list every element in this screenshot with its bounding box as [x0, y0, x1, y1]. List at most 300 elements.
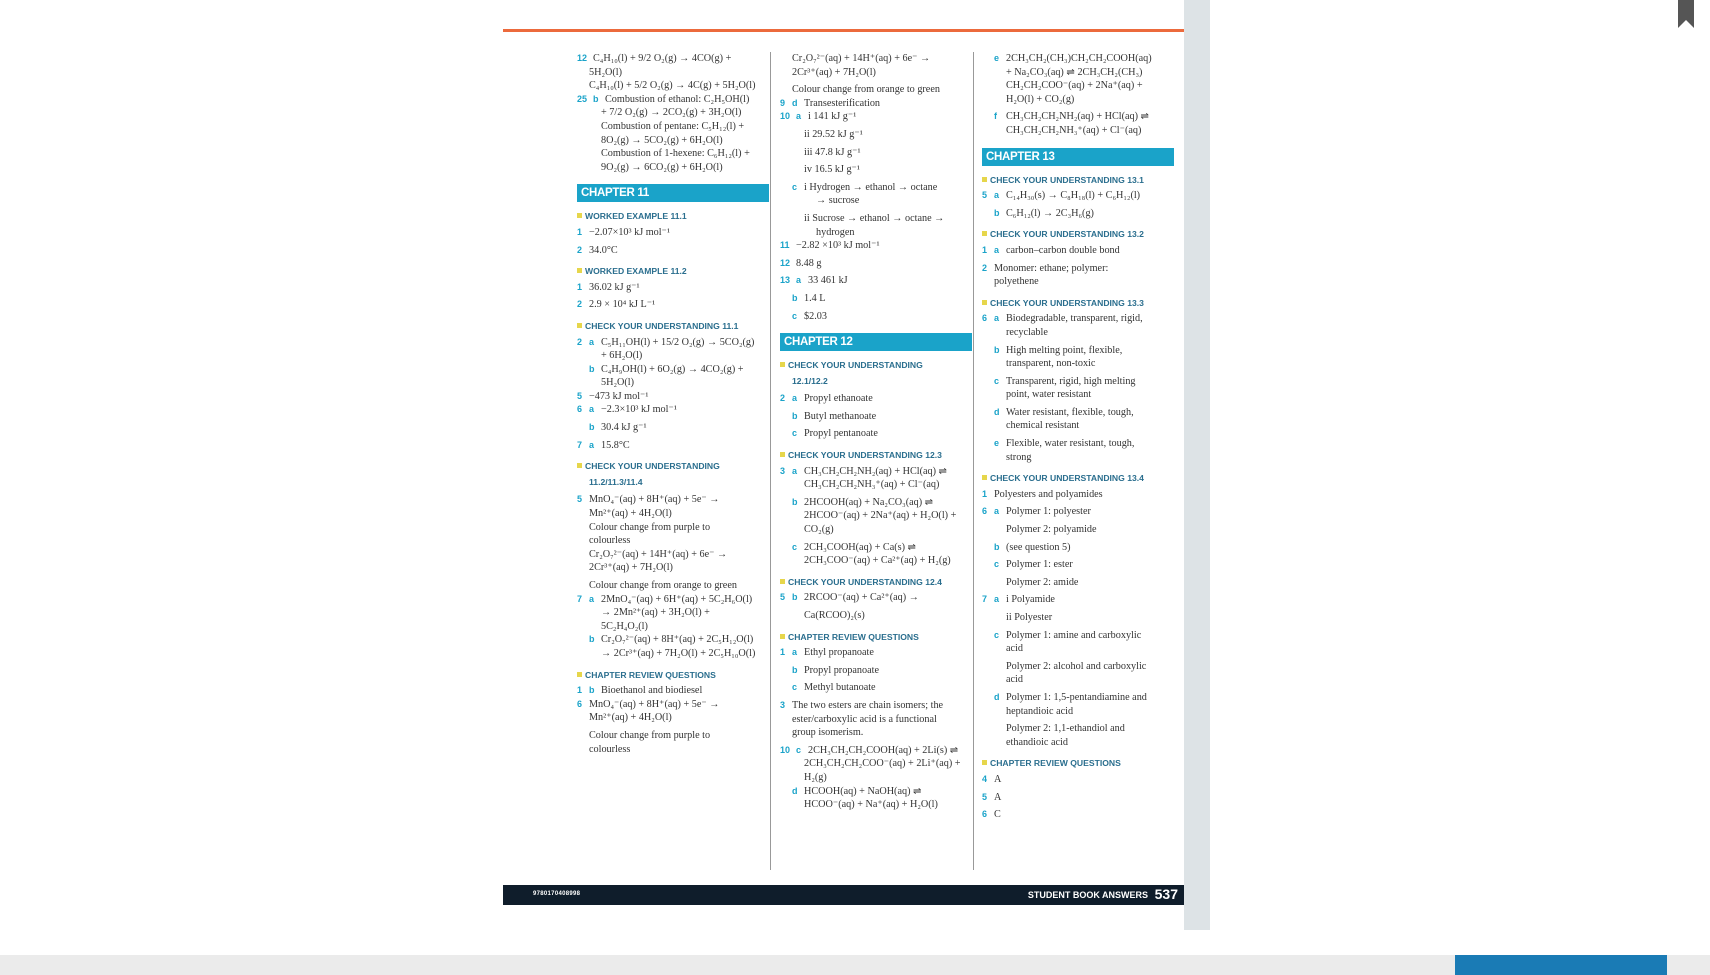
answer-line — [780, 427, 972, 441]
question-part: b — [792, 592, 798, 603]
answer-line — [982, 79, 1174, 93]
answer-text: Polymer 1: polyester — [1006, 506, 1091, 518]
answer-line — [780, 509, 972, 523]
answer-line — [982, 375, 1174, 389]
question-part: a — [994, 313, 1000, 324]
answer-text: heptandioic acid — [1006, 705, 1074, 717]
question-number: 6 — [577, 698, 583, 709]
answer-line — [982, 611, 1174, 625]
question-part: b — [589, 685, 595, 696]
section-heading — [780, 449, 972, 463]
section-heading-text: CHECK YOUR UNDERSTANDING 12.3 — [788, 450, 942, 461]
answer-text: 8O₂(g) → 5CO₂(g) + 6H₂O(l) — [601, 134, 723, 146]
answer-text: + 7/2 O₂(g) → 2CO₂(g) + 3H₂O(l) — [601, 107, 742, 119]
answer-text: Monomer: ethane; polymer: — [994, 262, 1109, 274]
answer-text: −2.3×10³ kJ mol⁻¹ — [601, 404, 677, 416]
answer-line — [780, 83, 972, 97]
answer-line — [577, 548, 769, 562]
answer-line — [577, 93, 769, 107]
reading-progress-track[interactable] — [0, 955, 1710, 975]
question-part: a — [994, 506, 1000, 517]
answer-text: (see question 5) — [1006, 541, 1071, 553]
question-part: b — [593, 93, 599, 104]
answer-line — [982, 451, 1174, 465]
question-number: 5 — [982, 190, 988, 201]
answer-line — [577, 134, 769, 148]
answer-text: Colour change from orange to green — [792, 84, 940, 96]
question-part: e — [994, 53, 1000, 63]
answer-line — [982, 124, 1174, 138]
answer-text: Propyl propanoate — [804, 664, 879, 676]
answer-text: 2Cr³⁺(aq) + 7H₂O(l) — [589, 562, 673, 574]
question-part: b — [792, 496, 798, 507]
answer-text: Polymer 1: 1,5-pentandiamine and — [1006, 691, 1147, 703]
answer-line — [780, 410, 972, 424]
answer-text: → 2Cr³⁺(aq) + 7H₂O(l) + 2C₅H₁₀O(l) — [601, 647, 756, 659]
section-bullet-icon — [780, 452, 785, 457]
answer-text: ii Sucrose → ethanol → octane → — [804, 212, 945, 224]
question-part: a — [589, 336, 595, 347]
answer-line — [780, 681, 972, 695]
answer-text: MnO₄⁻(aq) + 8H⁺(aq) + 5e⁻ → — [589, 698, 720, 710]
answer-text: CH₃CH₂CH₂NH₃⁺(aq) + Cl⁻(aq) — [804, 479, 940, 491]
answer-line — [577, 147, 769, 161]
answer-line — [780, 239, 972, 253]
answer-line — [780, 726, 972, 740]
answer-line — [780, 274, 972, 288]
section-heading-text: CHECK YOUR UNDERSTANDING 12.4 — [788, 576, 942, 587]
answer-line — [577, 439, 769, 453]
question-number: 7 — [577, 593, 583, 604]
answer-line — [982, 357, 1174, 371]
answer-text: i Polyamide — [1006, 594, 1055, 606]
answer-text: Mn²⁺(aq) + 4H₂O(l) — [589, 508, 672, 520]
answer-text: 30.4 kJ g⁻¹ — [601, 422, 647, 434]
section-heading-text: WORKED EXAMPLE 11.2 — [585, 266, 687, 277]
answer-text: Combustion of 1-hexene: C₆H₁₂(l) + — [601, 148, 750, 160]
answer-text: ii 29.52 kJ g⁻¹ — [804, 128, 863, 140]
answer-text: point, water resistant — [1006, 389, 1092, 401]
section-heading — [780, 359, 972, 373]
answer-text: recyclable — [1006, 326, 1048, 338]
answer-text: 2.9 × 10⁴ kJ L⁻¹ — [589, 299, 656, 311]
answer-line — [780, 226, 972, 240]
section-bullet-icon — [982, 177, 987, 182]
answer-line — [577, 66, 769, 80]
answer-line — [982, 505, 1174, 519]
question-number: 10 — [780, 111, 791, 122]
answer-text: 2CH₃CH₂(CH₃)CH₂CH₂COOH(aq) — [1006, 53, 1152, 64]
question-part: e — [994, 438, 1000, 449]
answer-text: 11.2/11.3/11.4 — [589, 476, 643, 487]
question-number: 7 — [577, 439, 583, 450]
answer-text: A — [994, 773, 1002, 785]
section-heading-text: CHECK YOUR UNDERSTANDING 13.2 — [990, 229, 1144, 240]
question-number: 2 — [577, 336, 583, 347]
section-bullet-icon — [982, 231, 987, 236]
answer-text: 2HCOO⁻(aq) + 2Na⁺(aq) + H₂O(l) + — [804, 510, 957, 522]
answer-line — [780, 465, 972, 479]
answer-line — [577, 606, 769, 620]
answer-line — [577, 106, 769, 120]
question-number: 2 — [780, 393, 786, 404]
question-number: 9 — [780, 97, 786, 108]
answer-line — [577, 403, 769, 417]
question-part: a — [792, 465, 798, 476]
answer-text: ester/carboxylic acid is a functional — [792, 713, 937, 725]
section-heading-text: CHAPTER REVIEW QUESTIONS — [788, 631, 919, 642]
answer-line — [577, 161, 769, 175]
answer-text: MnO₄⁻(aq) + 8H⁺(aq) + 5e⁻ → — [589, 494, 720, 506]
section-heading-text: WORKED EXAMPLE 11.1 — [585, 211, 687, 222]
answer-text: Ethyl propanoate — [804, 647, 874, 659]
answer-text: i 141 kJ g⁻¹ — [808, 111, 857, 123]
answer-line — [780, 194, 972, 208]
section-heading-text: CHAPTER REVIEW QUESTIONS — [585, 669, 716, 680]
answer-line — [577, 421, 769, 435]
question-number: 1 — [982, 488, 988, 499]
answer-text: Combustion of pentane: C₅H₁₂(l) + — [601, 120, 745, 132]
answer-text: 2HCOOH(aq) + Na₂CO₃(aq) ⇌ — [804, 496, 934, 508]
answer-line — [780, 609, 972, 623]
answer-line — [780, 523, 972, 537]
answer-line — [982, 558, 1174, 572]
answer-line — [780, 541, 972, 555]
answer-line — [577, 363, 769, 377]
answer-line — [982, 523, 1174, 537]
question-number: 12 — [577, 53, 588, 63]
answer-line — [577, 743, 769, 757]
answer-line — [577, 521, 769, 535]
question-part: d — [994, 691, 1000, 702]
section-bullet-icon — [982, 475, 987, 480]
answer-line — [577, 620, 769, 634]
answer-text: C₄H₁₀(l) + 5/2 O₂(g) → 4C(g) + 5H₂O(l) — [589, 80, 756, 92]
question-part: b — [994, 541, 1000, 552]
answer-line — [780, 664, 972, 678]
answer-text: 5C₂H₄O₂(l) — [601, 620, 648, 632]
answer-text: C₆H₁₂(l) → 2C₃H₆(g) — [1006, 207, 1094, 219]
question-part: c — [792, 682, 798, 693]
section-heading — [577, 210, 769, 224]
answer-text: 2RCOO⁻(aq) + Ca²⁺(aq) → — [804, 592, 919, 604]
answer-line — [982, 791, 1174, 805]
question-part: a — [589, 404, 595, 415]
answer-text: ethandioic acid — [1006, 736, 1068, 748]
section-heading-text: CHECK YOUR UNDERSTANDING 13.3 — [990, 297, 1144, 308]
answer-line — [780, 146, 972, 160]
chapter-heading: CHAPTER 12 — [780, 333, 972, 351]
answer-text: 8.48 g — [796, 257, 822, 269]
answer-text: C₁₄H₃₀(s) → C₈H₁₈(l) + C₆H₁₂(l) — [1006, 190, 1141, 202]
question-part: b — [589, 363, 595, 374]
answer-line — [780, 128, 972, 142]
answer-line — [780, 97, 972, 111]
answer-text: transparent, non-toxic — [1006, 358, 1096, 370]
answer-text: Biodegradable, transparent, rigid, — [1006, 313, 1143, 325]
answer-line — [577, 493, 769, 507]
answer-line — [780, 212, 972, 226]
answer-line — [982, 576, 1174, 590]
answer-text: Propyl ethanoate — [804, 393, 873, 405]
section-bullet-icon — [780, 362, 785, 367]
answer-text: Bioethanol and biodiesel — [601, 685, 703, 697]
answer-text: chemical resistant — [1006, 420, 1080, 432]
answer-text: HCOOH(aq) + NaOH(aq) ⇌ — [804, 785, 922, 797]
answer-line — [577, 647, 769, 661]
question-number: 25 — [577, 93, 588, 104]
answer-text: colourless — [589, 535, 631, 547]
answer-text: H₂(g) — [804, 771, 827, 783]
answer-line — [780, 392, 972, 406]
page-number: 537 — [1154, 886, 1178, 902]
answer-text: Methyl butanoate — [804, 682, 876, 694]
answer-line — [577, 579, 769, 593]
question-part: a — [994, 190, 1000, 201]
answer-line — [780, 771, 972, 785]
question-part: c — [792, 428, 798, 439]
answer-text: Cr₂O₇²⁻(aq) + 14H⁺(aq) + 6e⁻ → — [792, 53, 931, 64]
answer-text: polyethene — [994, 276, 1039, 288]
section-heading — [982, 297, 1174, 311]
answer-text: C₄H₉OH(l) + 6O₂(g) → 4CO₂(g) + — [601, 363, 744, 375]
section-heading — [780, 631, 972, 645]
answer-text: Polymer 2: 1,1-ethandiol and — [1006, 723, 1125, 735]
answer-text: H₂O(l) + CO₂(g) — [1006, 93, 1075, 105]
question-part: a — [589, 593, 595, 604]
answer-line — [982, 660, 1174, 674]
question-number: 11 — [780, 240, 790, 251]
answer-line — [577, 711, 769, 725]
answer-line — [780, 554, 972, 568]
question-number: 5 — [780, 592, 786, 603]
question-number: 7 — [982, 594, 988, 605]
answer-text: 9O₂(g) → 6CO₂(g) + 6H₂O(l) — [601, 161, 723, 173]
question-part: a — [796, 111, 802, 122]
answer-line — [577, 698, 769, 712]
answer-text: i Hydrogen → ethanol → octane — [804, 181, 938, 193]
answer-text: HCOO⁻(aq) + Na⁺(aq) + H₂O(l) — [804, 799, 938, 811]
question-number: 6 — [577, 404, 583, 415]
answer-text: CH₂CH₂COO⁻(aq) + 2Na⁺(aq) + — [1006, 80, 1143, 92]
question-part: a — [994, 244, 1000, 255]
answer-line — [982, 705, 1174, 719]
answer-line — [982, 736, 1174, 750]
answer-line — [780, 66, 972, 80]
section-bullet-icon — [577, 672, 582, 677]
section-heading — [982, 472, 1174, 486]
question-number: 10 — [780, 744, 791, 755]
question-part: b — [792, 410, 798, 421]
question-part: a — [994, 594, 1000, 605]
answer-text: Flexible, water resistant, tough, — [1006, 438, 1135, 450]
answer-text: Water resistant, flexible, tough, — [1006, 406, 1134, 418]
answer-line — [982, 488, 1174, 502]
answer-line — [982, 437, 1174, 451]
answer-text: 1.4 L — [804, 292, 826, 304]
answer-line — [780, 163, 972, 177]
section-heading — [577, 265, 769, 279]
question-number: 3 — [780, 699, 786, 710]
section-bullet-icon — [982, 300, 987, 305]
answer-line — [982, 52, 1174, 66]
chapter-heading: CHAPTER 11 — [577, 184, 769, 202]
question-part: b — [589, 422, 595, 433]
answer-line — [577, 476, 769, 490]
answer-text: acid — [1006, 643, 1023, 655]
answer-line — [780, 310, 972, 324]
question-part: d — [994, 406, 1000, 417]
header-rule — [503, 29, 1184, 32]
answer-text: Combustion of ethanol: C₂H₅OH(l) — [605, 93, 750, 105]
footer-label: STUDENT BOOK ANSWERS — [1027, 890, 1148, 900]
answer-text: C₅H₁₁OH(l) + 15/2 O₂(g) → 5CO₂(g) — [601, 336, 755, 348]
answer-line — [780, 699, 972, 713]
answer-text: Transesterification — [804, 97, 881, 109]
answer-line — [780, 591, 972, 605]
column-divider — [973, 52, 974, 870]
question-part: a — [796, 275, 802, 286]
answer-text: Polymer 1: amine and carboxylic — [1006, 629, 1142, 641]
answer-text: CO₂(g) — [804, 524, 834, 536]
answer-text: High melting point, flexible, — [1006, 344, 1123, 356]
answer-line — [982, 673, 1174, 687]
answer-text: 2CH₃CH₂CH₂COO⁻(aq) + 2Li⁺(aq) + — [804, 758, 961, 770]
answer-text: Butyl methanoate — [804, 410, 877, 422]
answer-text: 2CH₃COO⁻(aq) + Ca²⁺(aq) + H₂(g) — [804, 555, 951, 567]
question-part: f — [994, 111, 997, 122]
section-heading-text: CHECK YOUR UNDERSTANDING 11.1 — [585, 320, 739, 331]
section-heading — [577, 669, 769, 683]
answer-text: C — [994, 809, 1001, 821]
answer-text: −473 kJ mol⁻¹ — [589, 390, 649, 402]
answer-line — [982, 262, 1174, 276]
isbn-barcode-text: 9780170408998 — [533, 891, 581, 897]
question-number: 5 — [577, 494, 583, 505]
answer-text: A — [994, 791, 1002, 803]
answer-text: Polymer 1: ester — [1006, 559, 1073, 571]
section-heading — [982, 757, 1174, 771]
question-part: a — [792, 393, 798, 404]
answer-line — [982, 593, 1174, 607]
answer-line — [982, 642, 1174, 656]
answer-text: Colour change from purple to — [589, 729, 711, 741]
answer-line — [982, 629, 1174, 643]
answer-text: 2CH₃COOH(aq) + Ca(s) ⇌ — [804, 541, 917, 553]
question-number: 1 — [982, 244, 988, 255]
answer-text: 5H₂O(l) — [601, 377, 634, 389]
answer-text: CH₃CH₂CH₂NH₂(aq) + HCl(aq) ⇌ — [1006, 111, 1150, 123]
answer-line — [577, 244, 769, 258]
answer-line — [577, 52, 769, 66]
column-divider — [770, 52, 771, 870]
answer-line — [780, 496, 972, 510]
question-number: 5 — [577, 390, 583, 401]
answer-text: CH₃CH₂CH₂NH₃⁺(aq) + Cl⁻(aq) — [1006, 124, 1142, 136]
answer-text: Cr₂O₇²⁻(aq) + 8H⁺(aq) + 2C₅H₁₂O(l) — [601, 634, 754, 646]
answer-line — [780, 292, 972, 306]
answer-line — [780, 181, 972, 195]
answer-text: group isomerism. — [792, 727, 864, 739]
answer-text: 34.0°C — [589, 244, 618, 256]
answer-text: carbon–carbon double bond — [1006, 244, 1120, 256]
answer-text: Transparent, rigid, high melting — [1006, 375, 1136, 387]
answer-text: Mn²⁺(aq) + 4H₂O(l) — [589, 712, 672, 724]
question-part: b — [589, 634, 595, 645]
bookmark-icon[interactable] — [1678, 0, 1694, 28]
answer-text: $2.03 — [804, 310, 827, 322]
answer-line — [780, 713, 972, 727]
answer-text: + Na₂CO₃(aq) ⇌ 2CH₃CH₂(CH₃) — [1006, 66, 1143, 78]
section-bullet-icon — [577, 323, 582, 328]
answer-line — [780, 785, 972, 799]
section-heading-text: CHECK YOUR UNDERSTANDING — [788, 360, 923, 371]
answer-text: ii Polyester — [1006, 612, 1053, 623]
answer-line — [780, 52, 972, 66]
question-number: 3 — [780, 465, 786, 476]
answer-text: iv 16.5 kJ g⁻¹ — [804, 164, 860, 176]
answer-line — [577, 226, 769, 240]
section-bullet-icon — [577, 463, 582, 468]
answer-line — [982, 66, 1174, 80]
answer-text: hydrogen — [816, 226, 855, 238]
answer-line — [577, 281, 769, 295]
page-footer — [503, 885, 1184, 905]
reading-progress-fill — [1455, 955, 1667, 975]
answer-text: Colour change from orange to green — [589, 580, 737, 591]
answer-line — [982, 93, 1174, 107]
answer-line — [982, 326, 1174, 340]
section-heading-text: CHECK YOUR UNDERSTANDING — [585, 461, 720, 472]
question-part: b — [792, 292, 798, 303]
answer-text: 36.02 kJ g⁻¹ — [589, 281, 640, 293]
answer-line — [982, 722, 1174, 736]
section-heading — [577, 460, 769, 474]
question-part: c — [792, 541, 798, 552]
answer-text: acid — [1006, 674, 1023, 686]
answer-text: 2CH₃CH₂CH₂COOH(aq) + 2Li(s) ⇌ — [808, 744, 959, 756]
answer-text: 2Cr³⁺(aq) + 7H₂O(l) — [792, 66, 876, 78]
question-number: 2 — [577, 299, 583, 310]
question-number: 2 — [982, 262, 988, 273]
answer-text: 5H₂O(l) — [589, 66, 622, 78]
document-page — [503, 0, 1184, 930]
section-bullet-icon — [577, 213, 582, 218]
section-heading-text: CHAPTER REVIEW QUESTIONS — [990, 758, 1121, 769]
question-number: 6 — [982, 809, 988, 820]
answer-text: 12.1/12.2 — [792, 375, 828, 386]
question-part: a — [589, 439, 595, 450]
question-number: 1 — [577, 226, 583, 237]
answer-text: Polymer 2: polyamide — [1006, 524, 1097, 536]
answer-text: 15.8°C — [601, 439, 630, 451]
answer-line — [577, 390, 769, 404]
answer-line — [780, 646, 972, 660]
answer-text: Propyl pentanoate — [804, 428, 878, 440]
section-bullet-icon — [780, 634, 785, 639]
question-part: d — [792, 97, 798, 108]
answer-line — [577, 298, 769, 312]
question-number: 6 — [982, 506, 988, 517]
answer-line — [577, 593, 769, 607]
question-number: 1 — [577, 281, 583, 292]
answer-line — [982, 691, 1174, 705]
answer-line — [577, 534, 769, 548]
question-part: c — [792, 181, 798, 192]
answer-text: → 2Mn²⁺(aq) + 3H₂O(l) + — [601, 607, 710, 619]
section-heading — [577, 320, 769, 334]
answer-line — [577, 507, 769, 521]
